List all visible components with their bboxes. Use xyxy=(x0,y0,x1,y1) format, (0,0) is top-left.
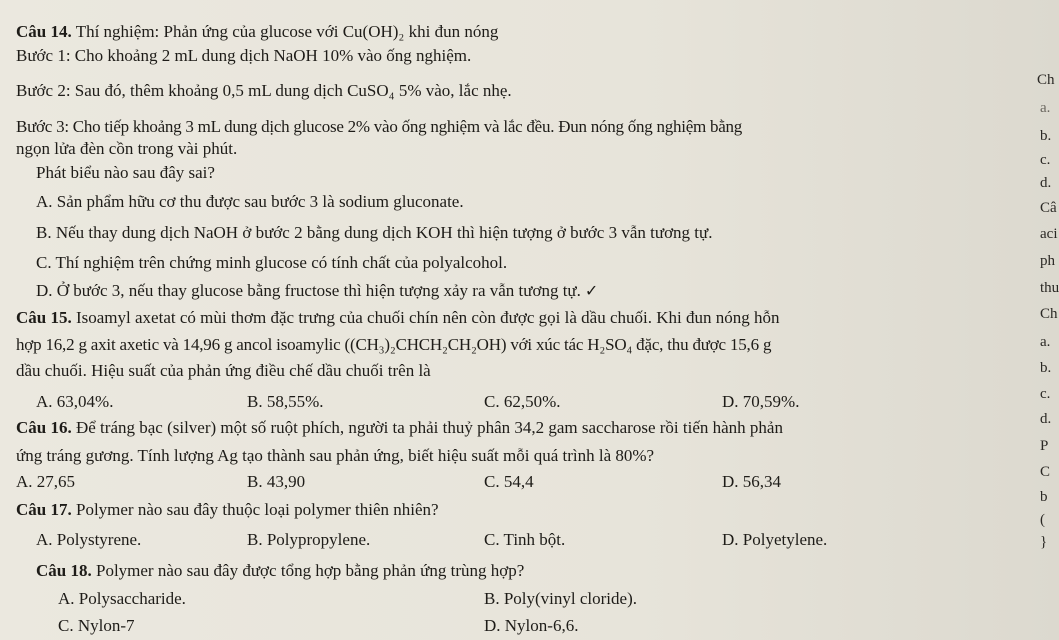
q15-option-d: D. 70,59%. xyxy=(722,392,800,411)
q18-stem-line xyxy=(36,561,524,581)
q14-option-d-line xyxy=(36,281,598,302)
q16-option-c: C. 54,4 xyxy=(484,472,534,491)
margin-fragment: b. xyxy=(1040,360,1052,376)
margin-fragment: d. xyxy=(1040,411,1052,427)
margin-fragment: C xyxy=(1040,464,1051,480)
margin-fragment: c. xyxy=(1040,152,1051,168)
q16-number: Câu 16. xyxy=(16,418,72,437)
q16-text1: Để tráng bạc (silver) một số ruột phích, người ta phải thuỷ phân 34,2 gam saccharose rồi tiến hành phản xyxy=(75,418,783,437)
q18-option-d: D. Nylon-6,6. xyxy=(484,616,579,635)
q16-option-d: D. 56,34 xyxy=(722,472,782,491)
q14-option-d: D. Ở bước 3, nếu thay glucose bằng fructose thì hiện tượng xảy ra vẫn tương tự. xyxy=(36,281,581,300)
margin-fragment: b. xyxy=(1040,128,1052,144)
q17-option-a: A. Polystyrene. xyxy=(36,530,142,549)
q18-option-c: C. Nylon-7 xyxy=(58,616,135,635)
q14-step1: Bước 1: Cho khoảng 2 mL dung dịch NaOH 10% vào ống nghiệm. xyxy=(16,46,472,65)
q17-stem-line xyxy=(16,500,439,520)
check-mark-icon: ✓ xyxy=(584,283,599,300)
q15-line1 xyxy=(16,308,779,328)
q14-number: Câu 14. xyxy=(16,22,72,41)
margin-fragment: Ch xyxy=(1040,306,1058,322)
q14-option-b: B. Nếu thay dung dịch NaOH ở bước 2 bằng dung dịch KOH thì hiện tượng ở bước 3 vẫn tương tự. xyxy=(36,223,713,242)
margin-fragment: b xyxy=(1040,489,1048,505)
margin-fragment: d. xyxy=(1040,175,1052,191)
margin-fragment: aci xyxy=(1040,226,1058,242)
q15-option-c: C. 62,50%. xyxy=(484,392,561,411)
margin-fragment: thu xyxy=(1040,280,1059,296)
q18-number: Câu 18. xyxy=(36,561,92,580)
q14-stem-line xyxy=(16,22,498,42)
q16-option-a: A. 27,65 xyxy=(16,472,76,491)
q18-option-a: A. Polysaccharide. xyxy=(58,589,186,608)
margin-fragment: P xyxy=(1040,438,1049,454)
q16-line1 xyxy=(16,418,783,438)
q14-option-c: C. Thí nghiệm trên chứng minh glucose có tính chất của polyalcohol. xyxy=(36,253,508,272)
q16-line2: ứng tráng gương. Tính lượng Ag tạo thành sau phản ứng, biết hiệu suất mỗi quá trình là 80%? xyxy=(16,446,655,465)
margin-fragment: ph xyxy=(1040,253,1055,269)
q15-text1: Isoamyl axetat có mùi thơm đặc trưng của chuối chín nên còn được gọi là dầu chuối. Khi đun nóng hỗn xyxy=(75,308,780,327)
q15-line3: dầu chuối. Hiệu suất của phản ứng điều chế dầu chuối trên là xyxy=(16,361,431,380)
q15-option-b: B. 58,55%. xyxy=(247,392,324,411)
margin-fragment: a. xyxy=(1040,100,1051,116)
margin-fragment: a. xyxy=(1040,334,1051,350)
q17-number: Câu 17. xyxy=(16,500,72,519)
q14-step2: Bước 2: Sau đó, thêm khoảng 0,5 mL dung dịch CuSO₄ 5% vào, lắc nhẹ. xyxy=(16,81,512,100)
q18-option-b: B. Poly(vinyl cloride). xyxy=(484,589,637,608)
q18-stem: Polymer nào sau đây được tổng hợp bằng phản ứng trùng hợp? xyxy=(95,561,525,580)
q14-option-a: A. Sản phẩm hữu cơ thu được sau bước 3 là sodium gluconate. xyxy=(36,192,464,211)
q17-option-d: D. Polyetylene. xyxy=(722,530,828,549)
margin-fragment: c. xyxy=(1040,386,1051,402)
q15-number: Câu 15. xyxy=(16,308,72,327)
q14-step3-line1: Bước 3: Cho tiếp khoảng 3 mL dung dịch glucose 2% vào ống nghiệm và lắc đều. Đun nóng ống nghiệm bằng xyxy=(16,117,743,136)
q14-stem: Thí nghiệm: Phản ứng của glucose với Cu(OH)₂ khi đun nóng xyxy=(75,22,499,41)
margin-fragment: ( xyxy=(1040,512,1045,528)
q14-question: Phát biểu nào sau đây sai? xyxy=(36,163,215,182)
margin-fragment: Ch xyxy=(1037,72,1055,88)
margin-fragment: } xyxy=(1040,534,1048,550)
margin-fragment: Câ xyxy=(1040,200,1057,216)
q15-option-a: A. 63,04%. xyxy=(36,392,114,411)
q17-stem: Polymer nào sau đây thuộc loại polymer thiên nhiên? xyxy=(75,500,439,519)
q14-step3-line2: ngọn lửa đèn cồn trong vài phút. xyxy=(16,139,238,158)
q17-option-b: B. Polypropylene. xyxy=(247,530,371,549)
q16-option-b: B. 43,90 xyxy=(247,472,306,491)
q17-option-c: C. Tinh bột. xyxy=(484,530,566,549)
q15-line2: hợp 16,2 g axit axetic và 14,96 g ancol isoamylic ((CH₃)₂CHCH₂CH₂OH) với xúc tác H₂SO₄ đặc, thu được 15,6 g xyxy=(16,335,772,354)
